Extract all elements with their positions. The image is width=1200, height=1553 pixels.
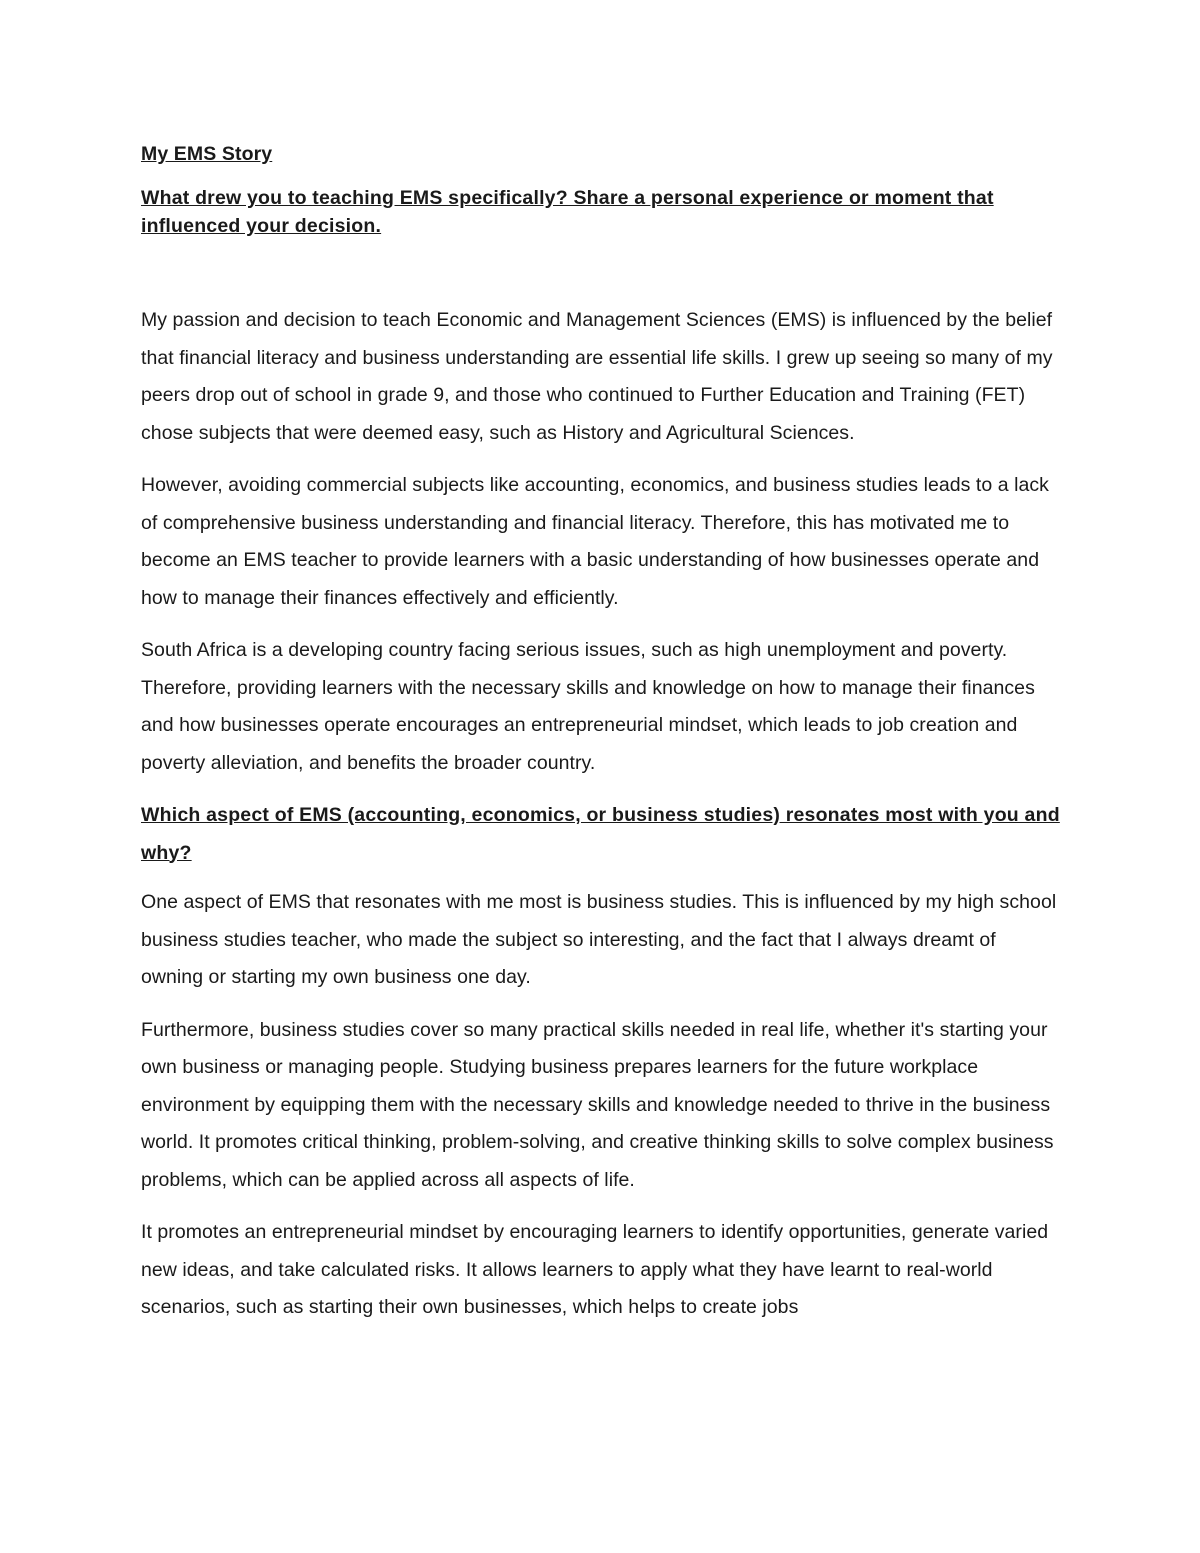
answer-2-paragraph-3: It promotes an entrepreneurial mindset by encouraging learners to identify opportunities, generate varied new ideas, and take calculated risks. It allows learners to apply what they have learnt to real-world scenarios, such as starting their own businesses, which helps to create jobs xyxy=(141,1221,1049,1318)
answer-2-paragraph-2: Furthermore, business studies cover so many practical skills needed in real life, whether it's starting your own business or managing people. Studying business prepares learners for the future workplace environment by equipping them with the necessary skills and knowledge needed to thrive in the business world. It promotes critical thinking, problem-solving, and creative thinking skills to solve complex business problems, which can be applied across all aspects of life. xyxy=(141,1018,1054,1191)
question-2-heading: Which aspect of EMS (accounting, economics, or business studies) resonates most with you and why? xyxy=(141,804,1060,864)
question-1-heading: What drew you to teaching EMS specifically? Share a personal experience or moment that influenced your decision. xyxy=(141,187,994,237)
answer-1-paragraph-2: However, avoiding commercial subjects like accounting, economics, and business studies leads to a lack of comprehensive business understanding and financial literacy. Therefore, this has motivated me to become an EMS teacher to provide learners with a basic understanding of how businesses operate and how to manage their finances effectively and efficiently. xyxy=(141,474,1049,609)
document-title: My EMS Story xyxy=(141,143,273,165)
answer-1-paragraph-1: My passion and decision to teach Economic and Management Sciences (EMS) is influenced by the belief that financial literacy and business understanding are essential life skills. I grew up seeing so many of my peers drop out of school in grade 9, and those who continued to Further Education and Training (FET) chose subjects that were deemed easy, such as History and Agricultural Sciences. xyxy=(141,309,1053,444)
document-body xyxy=(141,140,1061,1342)
answer-2-paragraph-1: One aspect of EMS that resonates with me most is business studies. This is influenced by my high school business studies teacher, who made the subject so interesting, and the fact that I always dreamt of owning or starting my own business one day. xyxy=(141,891,1057,988)
answer-1-paragraph-3: South Africa is a developing country facing serious issues, such as high unemployment and poverty. Therefore, providing learners with the necessary skills and knowledge on how to manage their finances and how businesses operate encourages an entrepreneurial mindset, which leads to job creation and poverty alleviation, and benefits the broader country. xyxy=(141,639,1035,774)
